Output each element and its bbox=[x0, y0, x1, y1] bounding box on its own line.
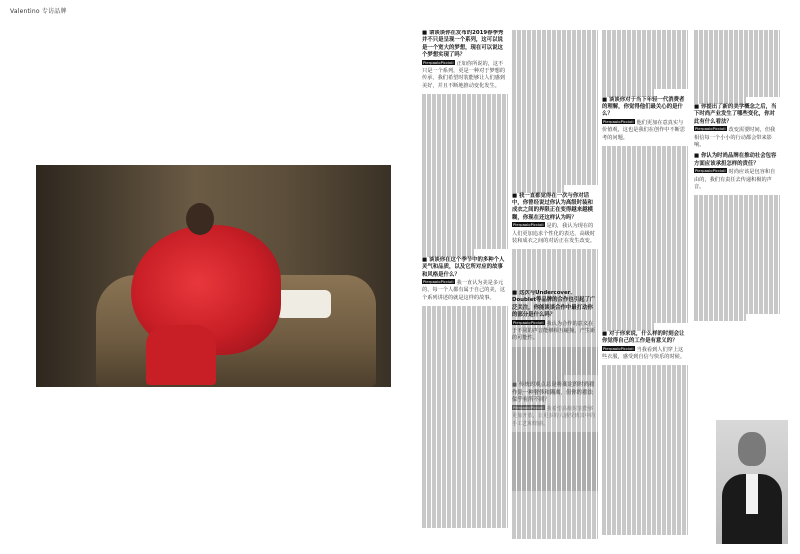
answer: PierpaoloPiccioli 是的，我认为现在的人们更加追求个性化的表达，高级时装和成衣之间的对话正在发生改变。 bbox=[512, 222, 596, 245]
text-column-3 bbox=[602, 30, 688, 545]
portrait-head-shape bbox=[738, 432, 766, 466]
question: ■ 我一直都觉得在一次与你对话中，你曾经说过你认为高级时装和成衣之间的界限正在变得越来越模糊，你现在还这样认为吗？ bbox=[512, 192, 593, 221]
question: ■ 请谈谈你在发布的2019春季秀并不只是呈现一个系列，这可以说是一个宽大的梦想，现在可以说这个梦想实现了吗？ bbox=[422, 30, 504, 59]
designer-portrait bbox=[716, 420, 788, 544]
question: ■ 对于你来说，什么样的时刻会让你觉得自己的工作是有意义的？ bbox=[602, 330, 685, 345]
fashion-photo bbox=[36, 165, 391, 387]
portrait-shirt-shape bbox=[746, 474, 758, 514]
question: ■ 谈谈你对于当下年轻一代消费者的理解，你觉得他们最关心的是什么？ bbox=[602, 96, 685, 118]
model-legs-shape bbox=[146, 325, 216, 385]
answer: PierpaoloPiccioli 他们更加在意真实与价值观，这也是我们在创作中不断思考的问题。 bbox=[602, 118, 686, 141]
answer: PierpaoloPiccioli 时尚应该是包容和自由的，我们有责任去传递积极的声音。 bbox=[694, 168, 776, 190]
question: ■ 谈谈你在这个季节中的多种个人灵气和品质，以及它所对应的故事和风格是什么？ bbox=[422, 256, 505, 278]
text-column-2b bbox=[512, 290, 598, 545]
question: ■ 这次与Undercover、Doublet等品牌的合作也引起了广泛关注，你能谈谈合作中最打动你的部分是什么吗？ bbox=[512, 290, 596, 319]
answer: PierpaoloPiccioli 改变需要时间，但我相信每一个小小的行动都会带来影响。 bbox=[694, 126, 776, 148]
model-head-shape bbox=[186, 203, 214, 235]
question: ■ 你认为时尚品牌在推动社会包容方面应该承担怎样的责任？ bbox=[694, 153, 777, 167]
answer: PierpaoloPiccioli 当我看到人们穿上这些衣服，感受到自信与快乐的时候。 bbox=[602, 345, 686, 360]
cushion-shape bbox=[276, 290, 331, 318]
answer: PierpaoloPiccioli 我一直认为美是多元的，每一个人都有属于自己的美，这个系列讲述的就是这样的故事。 bbox=[422, 279, 506, 301]
question: ■ 你提出了新的美学概念之后，当下时尚产业发生了哪些变化，你对此有什么看法？ bbox=[694, 103, 777, 125]
answer: PierpaoloPiccioli 正如你所说的，这不只是一个系列，更是一种对于梦想的传承，我们希望时装能够让人们感到美好，并且不断地推动变化发生。 bbox=[422, 59, 506, 89]
text-column-1 bbox=[422, 30, 508, 545]
answer: PierpaoloPiccioli 我认为合作的意义在于不同的声音能够相互碰撞，产生新的可能性。 bbox=[512, 319, 596, 342]
page-header: Valentino 专访品牌 bbox=[10, 8, 67, 15]
